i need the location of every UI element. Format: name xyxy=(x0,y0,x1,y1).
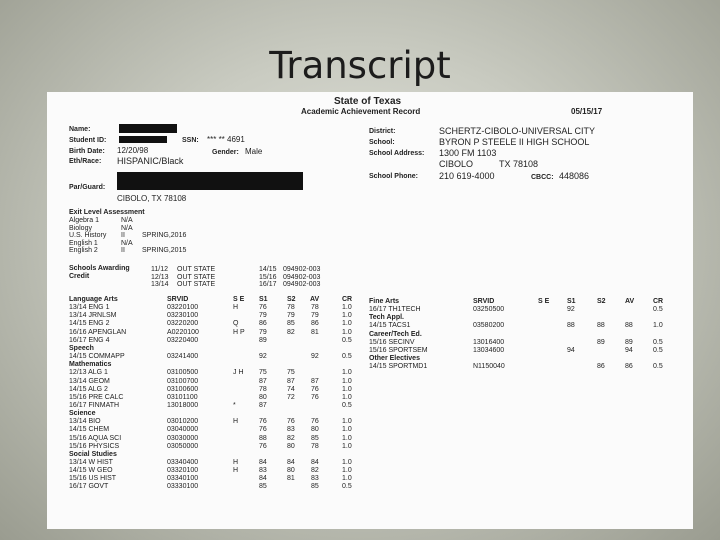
ssn-label: SSN: xyxy=(182,137,199,144)
address-state: TX 78108 xyxy=(499,159,539,169)
award-school: OUT STATE xyxy=(177,266,216,273)
course-cr: 1.0 xyxy=(342,418,352,426)
course-srvid: 03220400 xyxy=(167,336,199,344)
course-cr: 1.0 xyxy=(342,377,352,385)
course-name: 15/16 PRE CALC xyxy=(69,393,124,401)
address-line: 1300 FM 1103 xyxy=(439,148,497,158)
course-s1: 88 xyxy=(259,434,267,442)
address-city: CIBOLO xyxy=(439,159,474,169)
course-s1: 92 xyxy=(259,353,267,361)
course-cr: 0.5 xyxy=(653,363,663,371)
course-name: 16/17 ENG 4 xyxy=(69,336,110,344)
exit-code: N/A xyxy=(121,217,133,224)
course-s1: 86 xyxy=(259,320,267,328)
course-s1: 94 xyxy=(567,346,575,354)
course-name: 16/17 GOVT xyxy=(69,483,109,491)
course-name: 15/16 SPORTSEM xyxy=(369,346,428,354)
exit-subject: Biology xyxy=(69,224,92,232)
school-value: BYRON P STEELE II HIGH SCHOOL xyxy=(439,137,590,147)
award-years2: 14/15 xyxy=(259,266,277,273)
name-label: Name: xyxy=(69,126,91,133)
course-s2: 86 xyxy=(597,363,605,371)
course-srvid: 03241400 xyxy=(167,353,199,361)
birth-date-label: Birth Date: xyxy=(69,148,105,155)
section-heading: Social Studies xyxy=(69,450,117,458)
course-s2: 80 xyxy=(287,442,295,450)
course-av: 87 xyxy=(311,377,319,385)
course-s1: 89 xyxy=(259,336,267,344)
course-s1: 79 xyxy=(259,312,267,320)
course-srvid: 03320100 xyxy=(167,467,199,475)
course-name: 14/15 SPORTMD1 xyxy=(369,363,428,371)
state-heading: State of Texas xyxy=(334,96,402,107)
course-srvid: A0220100 xyxy=(167,328,199,336)
course-s1: 80 xyxy=(259,393,267,401)
course-cr: 1.0 xyxy=(342,312,352,320)
course-cr: 0.5 xyxy=(653,306,663,314)
course-cr: 1.0 xyxy=(342,320,352,328)
course-s2: 85 xyxy=(287,320,295,328)
course-cr: 1.0 xyxy=(342,328,352,336)
course-s1: 76 xyxy=(259,426,267,434)
course-srvid: 03230100 xyxy=(167,312,199,320)
course-s2: 78 xyxy=(287,304,295,312)
section-heading: Other Electives xyxy=(369,355,420,363)
course-name: 14/15 ALG 2 xyxy=(69,385,108,393)
award-code: 094902-003 xyxy=(283,266,321,273)
course-s1: 76 xyxy=(259,304,267,312)
course-s1: 76 xyxy=(259,442,267,450)
course-cr: 1.0 xyxy=(342,442,352,450)
award-years: 12/13 xyxy=(151,273,169,281)
course-av: 80 xyxy=(311,426,319,434)
course-cr: 1.0 xyxy=(342,434,352,442)
course-srvid: 03220200 xyxy=(167,320,199,328)
eth-race-label: Eth/Race: xyxy=(69,158,102,165)
course-s2: 88 xyxy=(597,322,605,330)
course-srvid: 03030000 xyxy=(167,434,199,442)
course-av: 82 xyxy=(311,467,319,475)
course-cr: 1.0 xyxy=(342,459,352,466)
course-srvid: 03100700 xyxy=(167,377,199,385)
phone-label: School Phone: xyxy=(369,173,418,180)
transcript-document xyxy=(47,92,693,529)
phone-value: 210 619-4000 xyxy=(439,171,495,181)
course-name: 13/14 GEOM xyxy=(69,377,110,385)
award-school: OUT STATE xyxy=(177,273,216,281)
exit-subject: English 1 xyxy=(69,239,98,247)
exit-code: N/A xyxy=(121,239,133,247)
gender-label: Gender: xyxy=(212,149,239,156)
course-name: 14/15 TACS1 xyxy=(369,322,411,330)
course-se: J H xyxy=(233,369,244,377)
course-av: 79 xyxy=(311,312,319,320)
course-srvid: 13016400 xyxy=(473,338,505,346)
credit-heading: Credit xyxy=(69,273,90,280)
course-se: * xyxy=(233,401,236,409)
course-se: H xyxy=(233,418,239,426)
section-heading: Language Arts xyxy=(69,296,118,303)
section-heading: Speech xyxy=(69,344,94,352)
course-srvid: 03250500 xyxy=(473,306,505,314)
cbcc-label: CBCC: xyxy=(531,174,554,181)
course-name: 13/14 ENG 1 xyxy=(69,304,110,312)
course-cr: 0.5 xyxy=(653,338,663,346)
course-av: 92 xyxy=(311,353,319,361)
col-se-left: S E xyxy=(233,296,245,303)
course-s2: 74 xyxy=(287,385,295,393)
course-srvid: 13018000 xyxy=(167,401,199,409)
course-cr: 0.5 xyxy=(342,483,352,491)
course-name: 16/17 FINMATH xyxy=(69,401,120,409)
course-cr: 1.0 xyxy=(342,475,352,483)
course-s2: 81 xyxy=(287,475,295,483)
course-name: 16/16 APENGLAN xyxy=(69,328,127,336)
course-srvid: 03100500 xyxy=(167,369,199,377)
course-name: 14/15 CHEM xyxy=(69,426,110,434)
course-name: 15/16 US HIST xyxy=(69,475,117,483)
course-av: 83 xyxy=(311,475,319,483)
course-srvid: 03010200 xyxy=(167,418,199,426)
school-label: School: xyxy=(369,139,395,146)
slide-title: Transcript xyxy=(269,44,451,87)
course-s1: 79 xyxy=(259,328,267,336)
course-srvid: 03101100 xyxy=(167,393,198,401)
course-name: 15/16 AQUA SCI xyxy=(69,434,122,442)
course-s2: 84 xyxy=(287,459,295,466)
course-cr: 0.5 xyxy=(653,346,663,354)
course-s2: 82 xyxy=(287,328,295,336)
section-heading: Fine Arts xyxy=(369,298,400,305)
course-av: 76 xyxy=(311,385,319,393)
course-s2: 76 xyxy=(287,418,295,426)
redacted-guardian xyxy=(117,172,303,190)
course-name: 14/15 COMMAPP xyxy=(69,353,125,361)
course-s2: 72 xyxy=(287,393,295,401)
course-av: 85 xyxy=(311,483,319,491)
course-name: 16/17 TH1TECH xyxy=(369,306,421,314)
col-cr-right: CR xyxy=(653,298,664,305)
award-years2: 16/17 xyxy=(259,281,277,288)
section-heading: Science xyxy=(69,410,96,418)
course-name: 13/14 BIO xyxy=(69,418,101,426)
exit-subject: English 2 xyxy=(69,247,98,254)
course-s1: 88 xyxy=(567,322,575,330)
course-av: 78 xyxy=(311,442,319,450)
course-s1: 87 xyxy=(259,401,267,409)
award-school: OUT STATE xyxy=(177,281,216,288)
section-heading: Tech Appl. xyxy=(369,314,404,322)
course-name: 15/16 SECINV xyxy=(369,338,415,346)
course-cr: 1.0 xyxy=(653,322,663,330)
award-code: 094902-003 xyxy=(283,273,321,281)
course-av: 76 xyxy=(311,393,319,401)
course-cr: 0.5 xyxy=(342,336,352,344)
course-av: 86 xyxy=(625,363,633,371)
col-av-right: AV xyxy=(625,298,635,305)
course-se: H xyxy=(233,459,239,466)
award-years2: 15/16 xyxy=(259,273,277,281)
course-se: H P xyxy=(233,328,245,336)
course-srvid: 03340100 xyxy=(167,475,199,483)
course-s1: 83 xyxy=(259,467,267,475)
course-srvid: 03220100 xyxy=(167,304,199,312)
course-s1: 92 xyxy=(567,306,575,314)
col-srvid-right: SRVID xyxy=(473,298,495,305)
course-av: 78 xyxy=(311,304,319,312)
district-value: SCHERTZ-CIBOLO-UNIVERSAL CITY xyxy=(439,126,596,136)
district-label: District: xyxy=(369,128,396,135)
course-name: 14/15 ENG 2 xyxy=(69,320,110,328)
award-years: 13/14 xyxy=(151,281,169,288)
course-s2: 82 xyxy=(287,434,295,442)
exit-subject: U.S. History xyxy=(69,232,107,239)
course-s2: 83 xyxy=(287,426,295,434)
redacted-student-id xyxy=(119,136,167,143)
course-cr: 0.5 xyxy=(342,401,352,409)
course-cr: 1.0 xyxy=(342,467,352,475)
col-s2-left: S2 xyxy=(287,296,296,303)
course-name: 14/15 W GEO xyxy=(69,467,113,475)
course-s1: 75 xyxy=(259,369,267,377)
col-srvid-left: SRVID xyxy=(167,296,189,303)
course-srvid: 03580200 xyxy=(473,322,505,330)
course-se: H xyxy=(233,304,239,312)
col-se-right: S E xyxy=(538,298,550,305)
cbcc-value: 448086 xyxy=(559,171,590,181)
course-se: Q xyxy=(233,320,239,328)
course-srvid: 03330100 xyxy=(167,483,199,491)
course-s1: 84 xyxy=(259,475,267,483)
course-cr: 1.0 xyxy=(342,426,352,434)
course-se: H xyxy=(233,467,239,475)
course-s2: 75 xyxy=(287,369,295,377)
course-av: 85 xyxy=(311,434,319,442)
col-s1-left: S1 xyxy=(259,296,268,303)
course-s1: 85 xyxy=(259,483,267,491)
course-name: 13/14 W HIST xyxy=(69,459,113,466)
course-cr: 0.5 xyxy=(342,353,352,361)
col-s1-right: S1 xyxy=(567,298,576,305)
course-s1: 78 xyxy=(259,385,267,393)
course-av: 76 xyxy=(311,418,319,426)
birth-date-value: 12/20/98 xyxy=(117,146,149,155)
course-s2: 80 xyxy=(287,467,295,475)
exit-code: N/A xyxy=(121,224,133,232)
col-s2-right: S2 xyxy=(597,298,606,305)
course-cr: 1.0 xyxy=(342,304,352,312)
guardian-city: CIBOLO, TX 78108 xyxy=(117,194,187,203)
course-name: 13/14 JRNLSM xyxy=(69,312,117,320)
award-code: 094902-003 xyxy=(283,281,321,288)
course-av: 88 xyxy=(625,322,633,330)
course-av: 94 xyxy=(625,346,633,354)
section-heading: Career/Tech Ed. xyxy=(369,330,422,338)
course-av: 86 xyxy=(311,320,319,328)
course-cr: 1.0 xyxy=(342,393,352,401)
eth-race-value: HISPANIC/Black xyxy=(117,156,184,166)
ssn-value: *** ** 4691 xyxy=(207,135,245,144)
course-srvid: N1150040 xyxy=(473,363,505,371)
course-name: 12/13 ALG 1 xyxy=(69,369,108,377)
guardian-label: Par/Guard: xyxy=(69,184,106,191)
exit-date: SPRING,2015 xyxy=(142,247,187,254)
course-s1: 84 xyxy=(259,459,267,466)
exit-code: II xyxy=(121,247,125,254)
course-srvid: 13034600 xyxy=(473,346,505,354)
course-s1: 76 xyxy=(259,418,267,426)
student-id-label: Student ID: xyxy=(69,137,107,144)
schools-awarding-heading: Schools Awarding xyxy=(69,265,130,272)
award-years: 11/12 xyxy=(151,266,168,273)
col-av-left: AV xyxy=(310,296,320,303)
course-av: 84 xyxy=(311,459,319,466)
course-cr: 1.0 xyxy=(342,385,352,393)
address-label: School Address: xyxy=(369,150,425,157)
course-srvid: 03050000 xyxy=(167,442,199,450)
section-heading: Mathematics xyxy=(69,361,112,369)
exit-date: SPRING,2016 xyxy=(142,232,187,239)
course-av: 81 xyxy=(311,328,319,336)
course-srvid: 03340400 xyxy=(167,459,199,466)
course-name: 15/16 PHYSICS xyxy=(69,442,120,450)
course-s2: 89 xyxy=(597,338,605,346)
exit-subject: Algebra 1 xyxy=(69,217,99,224)
exit-code: II xyxy=(121,232,125,239)
gender-value: Male xyxy=(245,147,263,156)
course-cr: 1.0 xyxy=(342,369,352,377)
col-cr-left: CR xyxy=(342,296,353,303)
course-srvid: 03040000 xyxy=(167,426,199,434)
course-s2: 87 xyxy=(287,377,295,385)
course-av: 89 xyxy=(625,338,633,346)
exit-heading: Exit Level Assessment xyxy=(69,209,145,216)
course-srvid: 03100600 xyxy=(167,385,199,393)
redacted-name xyxy=(119,124,177,133)
record-heading: Academic Achievement Record xyxy=(301,107,421,116)
report-date: 05/15/17 xyxy=(571,107,603,116)
course-s2: 79 xyxy=(287,312,295,320)
course-s1: 87 xyxy=(259,377,267,385)
